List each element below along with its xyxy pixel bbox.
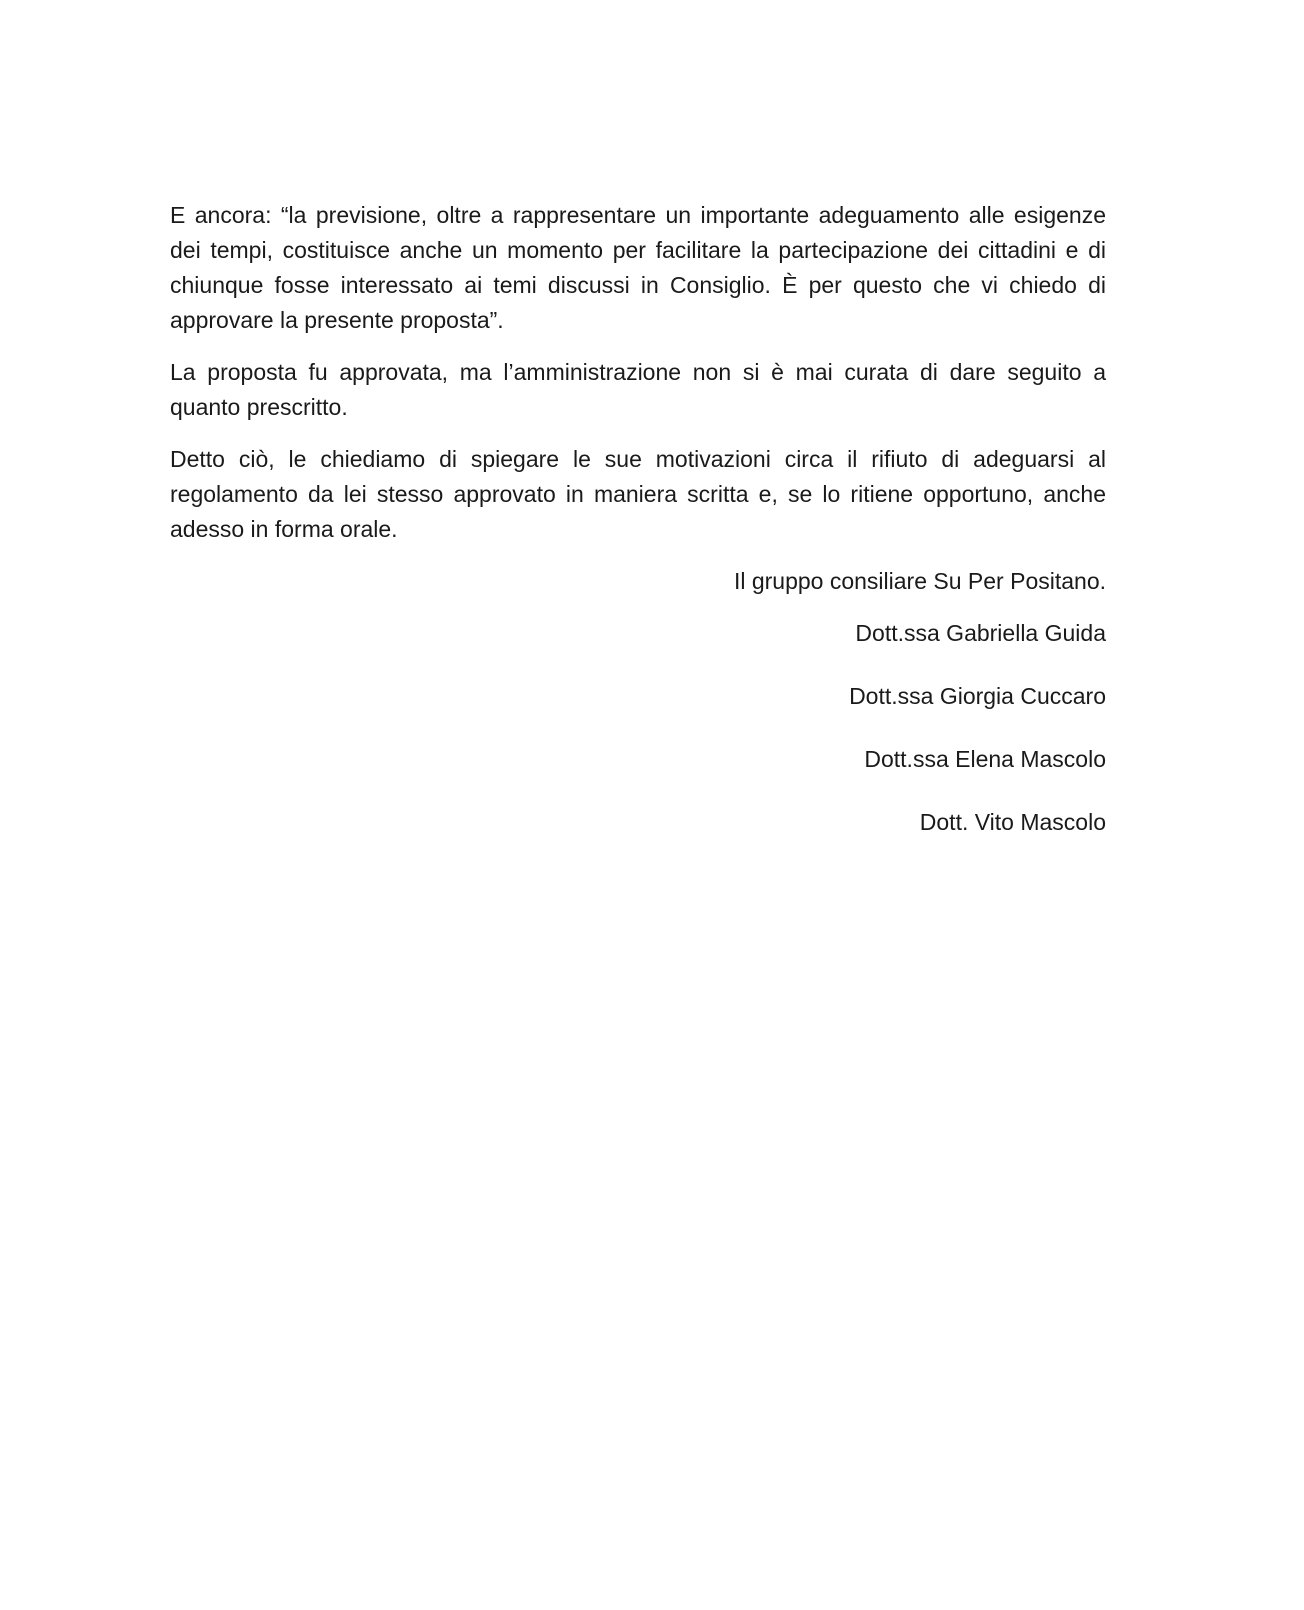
paragraph-approval: La proposta fu approvata, ma l’amministrazione non si è mai curata di dare seguito a quanto prescritto.: [170, 359, 1106, 420]
paragraph-request: Detto ciò, le chiediamo di spiegare le sue motivazioni circa il rifiuto di adeguarsi al regolamento da lei stesso approvato in maniera scritta e, se lo ritiene opportuno, anche adesso in forma orale.: [170, 446, 1106, 542]
document-body: [170, 198, 1106, 868]
signatory-name: Dott.ssa Elena Mascolo: [864, 746, 1106, 772]
signature-block: [170, 564, 1106, 840]
closing-line: Il gruppo consiliare Su Per Positano.: [733, 568, 1106, 594]
paragraph-quote: E ancora: “la previsione, oltre a rappresentare un importante adeguamento alle esigenze dei tempi, costituisce anche un momento per facilitare la partecipazione dei cittadini e di chiunque fosse interessato ai temi discussi in Consiglio. È per questo che vi chiedo di approvare la presente proposta”.: [170, 202, 1106, 333]
signatory-name: Dott.ssa Gabriella Guida: [855, 620, 1106, 646]
signatory-name: Dott.ssa Giorgia Cuccaro: [849, 683, 1106, 709]
signatory-name: Dott. Vito Mascolo: [919, 809, 1106, 835]
